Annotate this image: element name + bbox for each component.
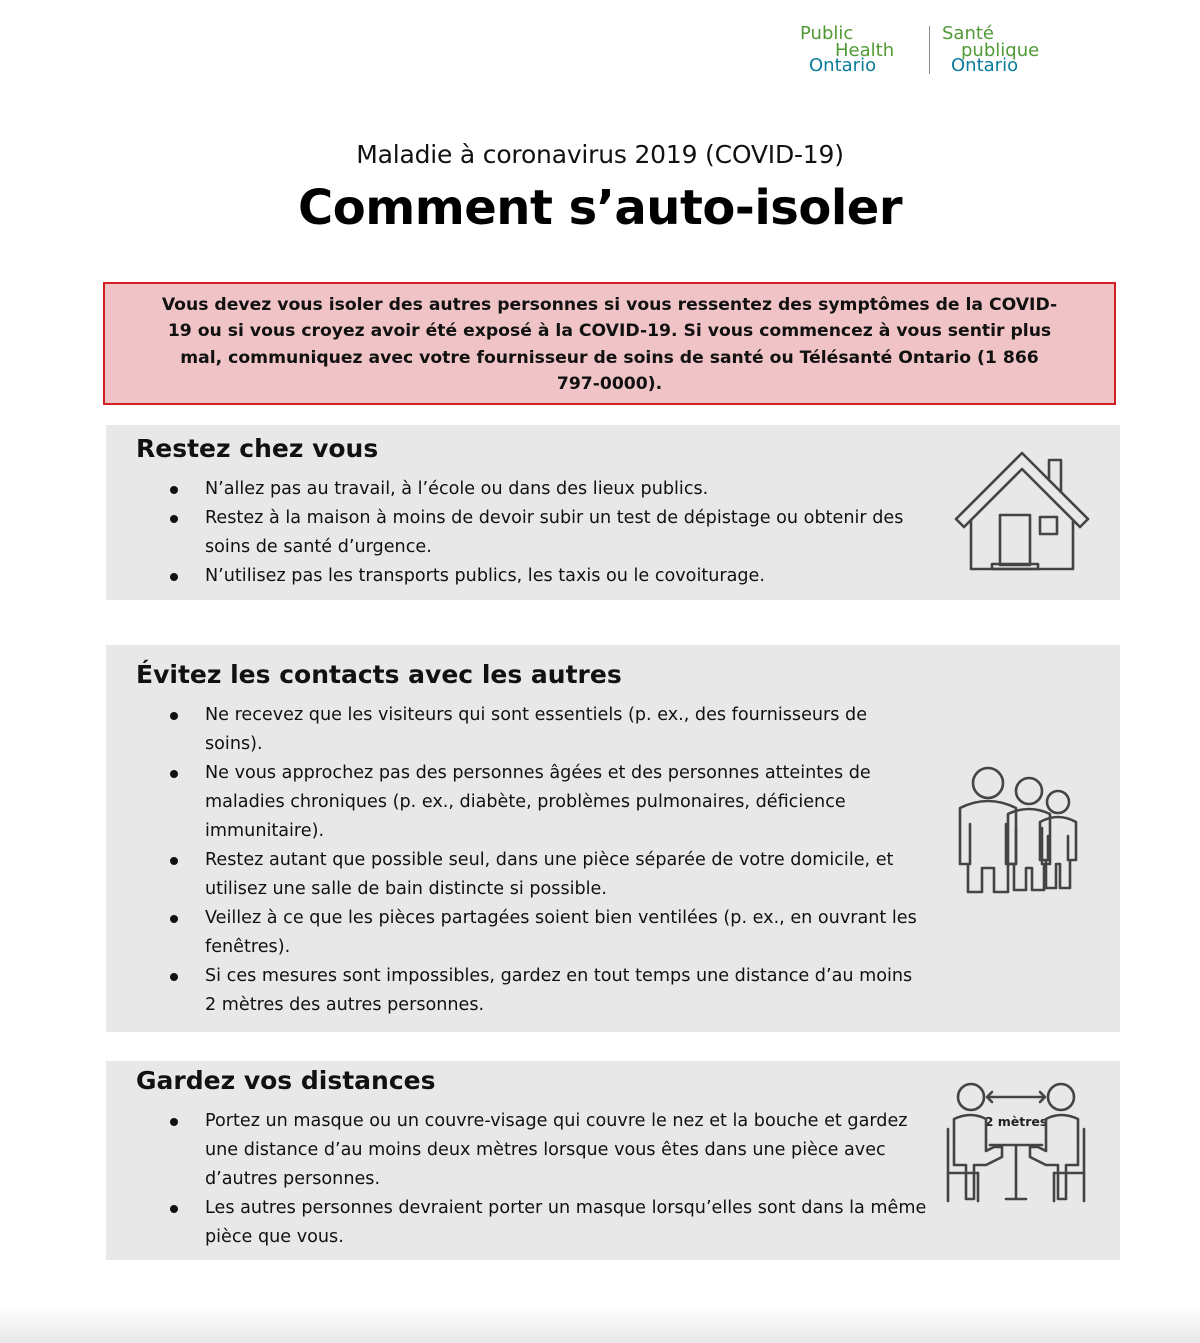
people-group-icon [952, 764, 1082, 894]
alert-text: Vous devez vous isoler des autres personnes si vous ressentez des symptômes de la COVID-19 ou si vous croyez avoir été exposé à la COVID-19. Si vous commencez à vous sentir plus mal, communiquez avec votre fournisseur de soins de santé ou Télésanté Ontario (1 866 797-0000). [161, 294, 1058, 394]
section-title: Gardez vos distances [136, 1066, 436, 1095]
logo-english [798, 24, 916, 80]
list-item: Ne recevez que les visiteurs qui sont essentiels (p. ex., des fournisseurs de soins). [168, 701, 928, 759]
section-title: Restez chez vous [136, 434, 379, 463]
section-title: Évitez les contacts avec les autres [136, 660, 622, 689]
bullet-list [168, 701, 928, 1020]
logo-fr-line-3: Ontario [951, 55, 1019, 76]
logo-en-line-1: Public [800, 23, 854, 44]
logo-fr-line-1: Santé [942, 23, 994, 44]
list-item: Restez à la maison à moins de devoir subir un test de dépistage ou obtenir des soins de santé d’urgence. [168, 504, 928, 562]
list-item: N’allez pas au travail, à l’école ou dans des lieux publics. [168, 475, 928, 504]
list-item: Restez autant que possible seul, dans une pièce séparée de votre domicile, et utilisez une salle de bain distincte si possible. [168, 846, 928, 904]
house-icon [952, 449, 1092, 575]
bullet-list [168, 475, 928, 591]
list-item: Ne vous approchez pas des personnes âgées et des personnes atteintes de maladies chroniques (p. ex., diabète, problèmes pulmonaires, déficience immunitaire). [168, 759, 928, 846]
section-keep-distance [106, 1061, 1120, 1260]
list-item: Les autres personnes devraient porter un masque lorsqu’elles sont dans la même pièce que vous. [168, 1194, 928, 1252]
page-bottom-edge [0, 1307, 1200, 1343]
logo-french [942, 24, 1068, 80]
section-stay-home [106, 425, 1120, 600]
document-title: Comment s’auto-isoler [297, 180, 902, 236]
list-item: Veillez à ce que les pièces partagées soient bien ventilées (p. ex., en ouvrant les fenêtres). [168, 904, 928, 962]
section-avoid-contact [106, 645, 1120, 1032]
public-health-ontario-logo [798, 24, 1068, 80]
list-item: Portez un masque ou un couvre-visage qui couvre le nez et la bouche et gardez une distance d’au moins deux mètres lorsque vous êtes dans une pièce avec d’autres personnes. [168, 1107, 928, 1194]
logo-en-line-2: Health [835, 40, 895, 61]
distance-table-icon [944, 1077, 1088, 1207]
document-subtitle: Maladie à coronavirus 2019 (COVID-19) [356, 140, 844, 169]
logo-en-line-3: Ontario [809, 55, 877, 76]
logo-divider [929, 26, 930, 74]
distance-label: 2 mètres [984, 1114, 1048, 1129]
alert-box [103, 282, 1116, 405]
logo-fr-line-2: publique [961, 40, 1040, 61]
list-item: Si ces mesures sont impossibles, gardez en tout temps une distance d’au moins 2 mètres des autres personnes. [168, 962, 928, 1020]
bullet-list [168, 1107, 928, 1252]
list-item: N’utilisez pas les transports publics, les taxis ou le covoiturage. [168, 562, 928, 591]
